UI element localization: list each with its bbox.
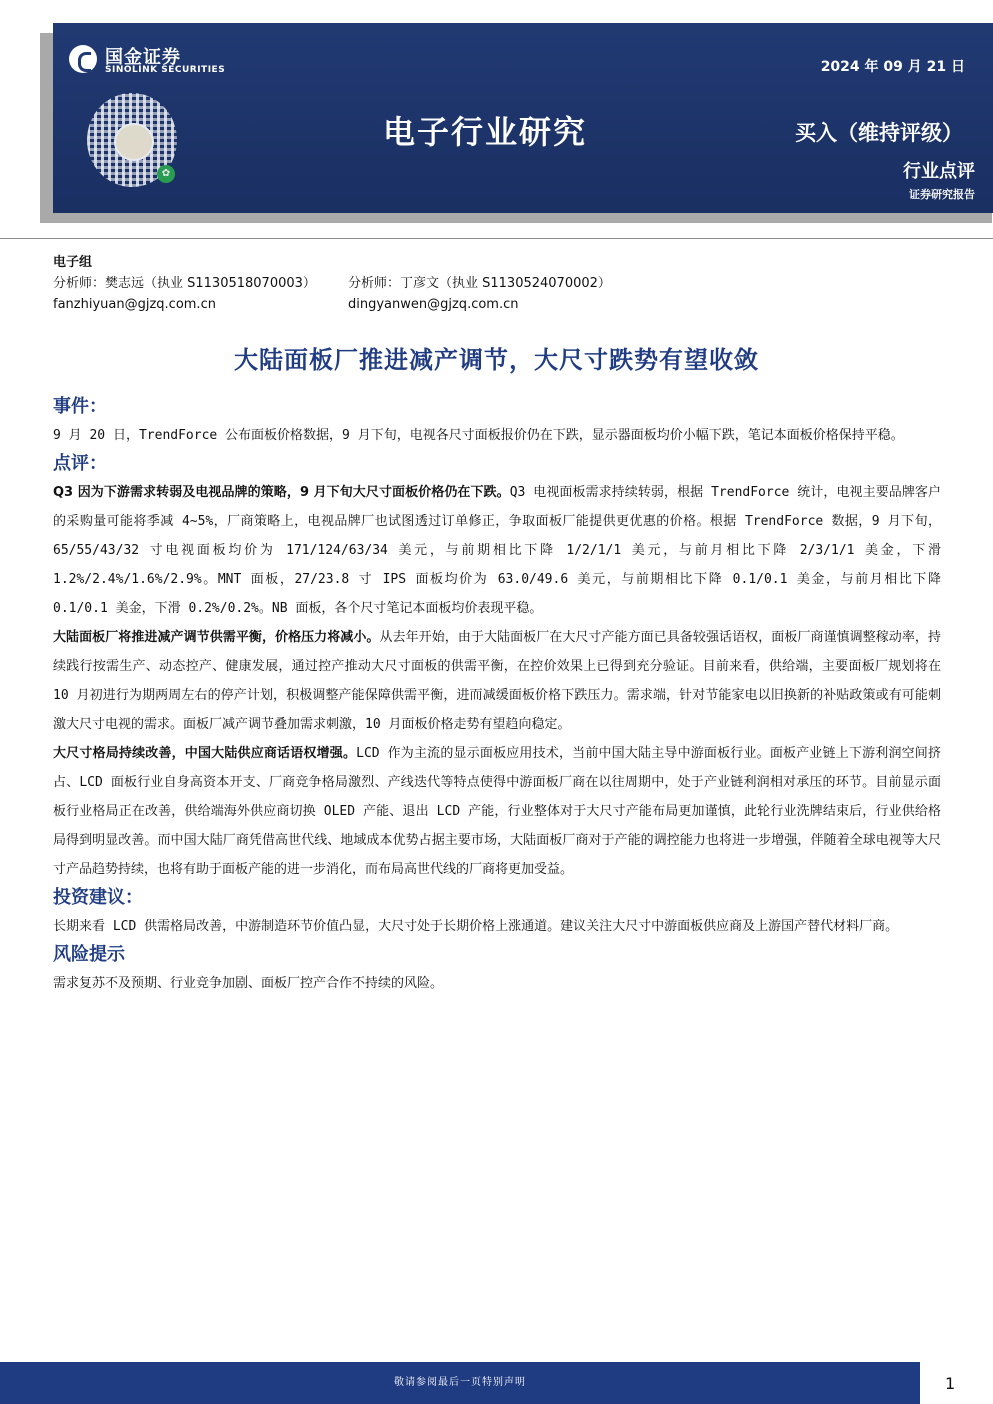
report-body [53,393,941,998]
comment-heading: 点评： [53,453,107,474]
logo-en: SINOLINK SECURITIES [105,65,226,75]
analyst-2-label: 分析师：丁彦文（执业 S1130524070002） [348,276,611,291]
team-name: 电子组 [53,255,93,270]
page-number: 1 [945,1374,956,1393]
comment-lead-2: 大陆面板厂将推进减产调节供需平衡，价格压力将减小。 [53,630,380,645]
comment-text-3: LCD 作为主流的显示面板应用技术，当前中国大陆主导中游面板行业。面板产业链上下游利润空间挤占、LCD 面板行业自身高资本开支、厂商竞争格局激烈、产线迭代等特点使得中游面板厂商在以往周期中，处于产业链利润相对承压的环节。目前显示面板行业格局正在改善，供给端海外供应商切换 OLED 产能、退出 LCD 产能，行业整体对于大尺寸产能布局更加谨慎，此轮行业洗牌结束后，行业供给格局得到明显改善。而中国大陆厂商凭借高世代线、地域成本优势占据主要市场，大陆面板厂商对于产能的调控能力也将进一步增强，伴随着全球电视等大尺寸产品趋势持续，也将有助于面板产能的进一步消化，而布局高世代线的厂商将更加受益。 [53,746,941,877]
event-text: 9 月 20 日，TrendForce 公布面板价格数据，9 月下旬，电视各尺寸面板报价仍在下跌，显示器面板均价小幅下跌，笔记本面板价格保持平稳。 [53,428,904,443]
comment-text-2: 从去年开始，由于大陆面板厂在大尺寸产能方面已具备较强话语权，面板厂商谨慎调整稼动率，持续践行按需生产、动态控产、健康发展，通过控产推动大尺寸面板的供需平衡，在控价效果上已得到充分验证。目前来看，供给端，主要面板厂规划将在 10 月初进行为期两周左右的停产计划，积极调整产能保障供需平衡，进而减缓面板价格下跌压力。需求端，针对节能家电以旧换新的补贴政策或有可能刺激大尺寸电视的需求。面板厂减产调节叠加需求刺激，10 月面板价格走势有望趋向稳定。 [53,630,941,732]
report-category-title: 电子行业研究 [383,113,588,151]
report-date: 2024 年 09 月 21 日 [820,59,965,75]
analyst-info [53,252,611,315]
comment-lead-1: Q3 因为下游需求转弱及电视品牌的策略，9 月下旬大尺寸面板价格仍在下跌。 [53,485,510,500]
report-subtype: 证券研究报告 [909,188,975,201]
analyst-row [53,273,611,294]
analyst-1-email[interactable]: fanzhiyuan@gjzq.com.cn [53,297,216,312]
analyst-1-label: 分析师：樊志远（执业 S1130518070003） [53,276,316,291]
qr-code-icon [87,93,177,187]
report-type: 行业点评 [903,161,975,182]
rating: 买入（维持评级） [795,121,963,145]
header-banner [53,23,993,213]
email-row [53,294,519,315]
comment-paragraph-1 [53,478,941,623]
comment-lead-3: 大尺寸格局持续改善，中国大陆供应商话语权增强。 [53,746,357,761]
risk-text: 需求复苏不及预期、行业竞争加剧、面板厂控产合作不持续的风险。 [53,976,444,991]
mini-program-icon: ✿ [157,165,175,183]
logo-cn: 国金证券 [105,47,181,68]
advice-text: 长期来看 LCD 供需格局改善，中游制造环节价值凸显，大尺寸处于长期价格上涨通道。建议关注大尺寸中游面板供应商及上游国产替代材料厂商。 [53,919,899,934]
advice-heading: 投资建议： [53,887,143,908]
footer-notice[interactable]: 敬请参阅最后一页特别声明 [394,1377,526,1388]
header-divider [0,238,993,239]
qr-center-logo [114,123,154,161]
report-headline: 大陆面板厂推进减产调节，大尺寸跌势有望收敛 [234,346,759,374]
analyst-2-email[interactable]: dingyanwen@gjzq.com.cn [348,297,519,312]
logo-mark-icon [69,45,97,73]
comment-paragraph-2 [53,623,941,739]
comment-paragraph-3 [53,739,941,884]
comment-text-1: Q3 电视面板需求持续转弱，根据 TrendForce 统计，电视主要品牌客户的采购量可能将季减 4~5%，厂商策略上，电视品牌厂也试图透过订单修正，争取面板厂能提供更优惠的价格。根据 TrendForce 数据，9 月下旬，65/55/43/32 寸电视面板均价为 171/124/63/34 美元，与前期相比下降 1/2/1/1 美元，与前月相比下降 2/3/1/1 美金，下滑 1.2%/2.4%/1.6%/2.9%。MNT 面板，27/23.8 寸 IPS 面板均价为 63.0/49.6 美元，与前期相比下降 0.1/0.1 美金，与前月相比下降 0.1/0.1 美金，下滑 0.2%/0.2%。NB 面板，各个尺寸笔记本面板均价表现平稳。 [53,485,941,616]
risk-heading: 风险提示 [53,944,125,965]
company-logo [69,43,239,83]
event-heading: 事件： [53,396,107,417]
footer-bar [0,1362,920,1404]
